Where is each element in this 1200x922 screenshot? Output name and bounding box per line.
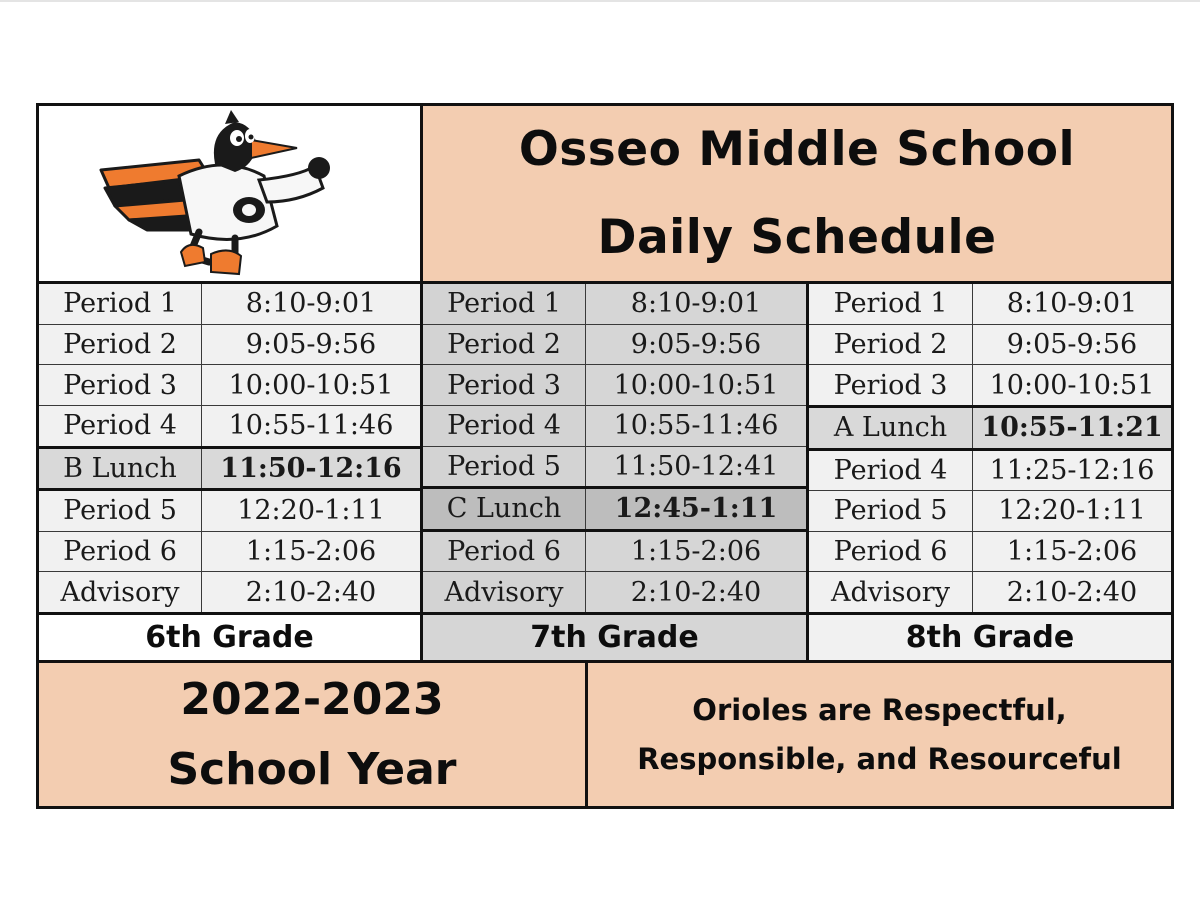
table-row <box>809 491 1171 532</box>
table-row <box>809 532 1171 573</box>
table-row <box>423 572 806 612</box>
period-cell: Period 1 <box>39 284 202 324</box>
grade-label: 6th Grade <box>39 612 420 660</box>
table-row <box>423 447 806 487</box>
time-cell: 2:10-2:40 <box>630 576 762 608</box>
time-cell: 10:55-11:46 <box>613 410 779 442</box>
period-cell: Period 5 <box>39 491 202 531</box>
grade-7-rows <box>423 284 806 612</box>
period-cell: Period 3 <box>423 365 586 405</box>
period-cell: Period 4 <box>39 406 202 446</box>
time-cell: 12:20-1:11 <box>237 495 385 527</box>
time-cell: 8:10-9:01 <box>630 288 762 320</box>
period-cell: Period 4 <box>809 451 973 491</box>
time-cell: 10:55-11:46 <box>228 410 394 442</box>
period-cell: Period 6 <box>809 532 973 572</box>
time-cell: 12:45-1:11 <box>614 493 778 525</box>
page-top-divider <box>0 0 1200 2</box>
period-cell: Advisory <box>423 572 586 612</box>
table-row <box>809 451 1171 492</box>
time-cell: 9:05-9:56 <box>1006 328 1138 360</box>
table-row <box>423 365 806 406</box>
table-row <box>809 325 1171 366</box>
period-cell: Advisory <box>809 572 973 612</box>
time-cell: 10:00-10:51 <box>228 369 394 401</box>
grade-6-column <box>39 284 423 660</box>
time-cell: 10:00-10:51 <box>989 369 1155 401</box>
logo-cell <box>39 106 423 284</box>
table-row <box>39 325 420 366</box>
time-cell: 10:00-10:51 <box>613 369 779 401</box>
lunch-row <box>39 446 420 492</box>
school-name: Osseo Middle School <box>518 121 1076 177</box>
period-cell: B Lunch <box>39 449 202 489</box>
period-cell: C Lunch <box>423 489 586 529</box>
lunch-row <box>423 486 806 532</box>
time-cell: 2:10-2:40 <box>1006 576 1138 608</box>
lunch-row <box>809 405 1171 451</box>
grade-label: 8th Grade <box>809 612 1171 660</box>
period-cell: Period 5 <box>809 491 973 531</box>
time-cell: 1:15-2:06 <box>630 536 762 568</box>
period-cell: Period 3 <box>809 365 973 405</box>
period-cell: Period 6 <box>39 532 202 572</box>
table-row <box>809 365 1171 405</box>
period-cell: Period 6 <box>423 532 586 572</box>
school-year-cell <box>39 660 588 806</box>
table-row <box>423 284 806 325</box>
period-cell: Period 5 <box>423 447 586 487</box>
time-cell: 1:15-2:06 <box>245 536 377 568</box>
table-row <box>809 572 1171 612</box>
time-cell: 12:20-1:11 <box>998 495 1146 527</box>
grade-8-column <box>809 284 1171 660</box>
time-cell: 11:25-12:16 <box>989 454 1155 486</box>
time-cell: 10:55-11:21 <box>981 412 1163 444</box>
table-row <box>423 406 806 447</box>
time-cell: 11:50-12:16 <box>220 452 402 484</box>
period-cell: A Lunch <box>809 408 973 448</box>
time-cell: 11:50-12:41 <box>613 450 779 482</box>
table-row <box>39 284 420 325</box>
table-row <box>39 532 420 573</box>
table-row <box>423 325 806 366</box>
grade-7-column <box>423 284 809 660</box>
table-row <box>809 284 1171 325</box>
period-cell: Period 2 <box>39 325 202 365</box>
schedule-title: Daily Schedule <box>597 209 997 265</box>
period-cell: Advisory <box>39 572 202 612</box>
period-cell: Period 2 <box>809 325 973 365</box>
period-cell: Period 4 <box>423 406 586 446</box>
motto-line-2: Responsible, and Resourceful <box>637 741 1122 776</box>
table-row <box>39 406 420 446</box>
period-cell: Period 1 <box>809 284 973 324</box>
time-cell: 9:05-9:56 <box>630 328 762 360</box>
motto-cell <box>588 660 1171 806</box>
table-row <box>423 532 806 573</box>
time-cell: 2:10-2:40 <box>245 576 377 608</box>
oriole-mascot-icon <box>39 106 423 284</box>
time-cell: 8:10-9:01 <box>1006 288 1138 320</box>
period-cell: Period 3 <box>39 365 202 405</box>
grade-8-rows <box>809 284 1171 612</box>
school-year-label: School Year <box>167 743 457 795</box>
table-row <box>39 491 420 532</box>
period-cell: Period 1 <box>423 284 586 324</box>
grade-6-rows <box>39 284 420 612</box>
grade-label: 7th Grade <box>423 612 806 660</box>
schedule-sheet <box>36 103 1174 809</box>
time-cell: 1:15-2:06 <box>1006 536 1138 568</box>
period-cell: Period 2 <box>423 325 586 365</box>
table-row <box>39 572 420 612</box>
table-row <box>39 365 420 406</box>
school-year: 2022-2023 <box>180 673 444 725</box>
title-cell <box>423 106 1171 284</box>
time-cell: 9:05-9:56 <box>245 328 377 360</box>
motto-line-1: Orioles are Respectful, <box>692 692 1067 727</box>
time-cell: 8:10-9:01 <box>245 288 377 320</box>
